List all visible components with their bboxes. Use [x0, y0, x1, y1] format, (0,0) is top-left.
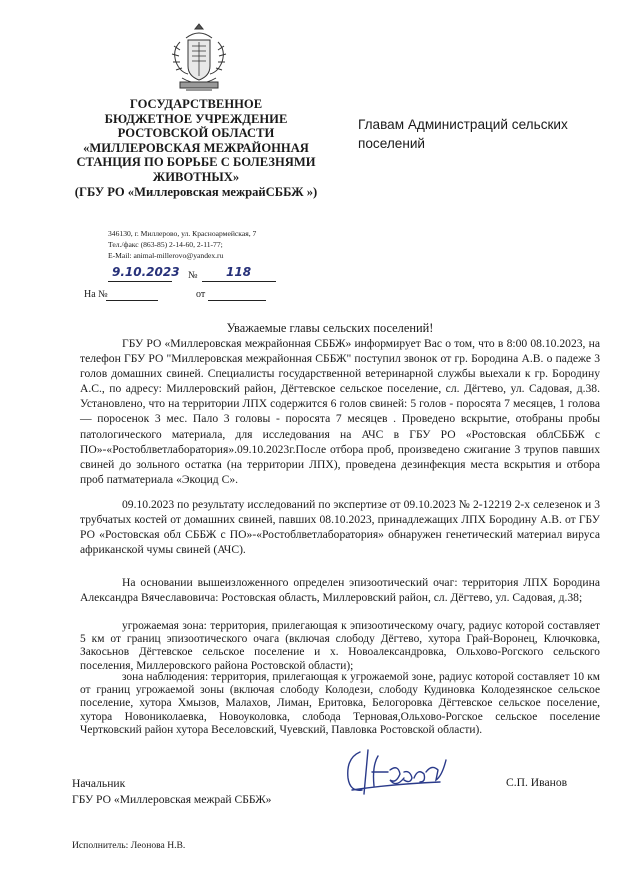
reply-from-underline — [208, 300, 266, 301]
org-line: (ГБУ РО «Миллеровская межрайСББЖ ») — [74, 184, 318, 199]
reply-from-label: от — [196, 289, 206, 300]
paragraph: угрожаемая зона: территория, прилегающая к эпизоотическому очагу, радиус которой составляет 5 км от границ эпизоотического очага (включая слободу Дёгтево, хутора Грай-Воронец, Ключковка, Закосьнов Дёгтевское сельское поселение и х. Новоалександровка, Ольхово-Рогского сельского поселения, Миллеровского района Ростовской области); — [80, 620, 600, 672]
paragraph: 09.10.2023 по результату исследований по экспертизе от 09.10.2023 № 2-12219 2-х селезенок и 3 трубчатых костей от домашних свиней, павших 08.10.2023, принадлежащих ЛПХ Бородину А.В. от ГБУ РО «Ростовская обл СББЖ с ПО»-«Ростоблветлаборатория» обнаружен генетический материал вируса африканской чумы свиней (АЧС). — [80, 498, 600, 557]
executor: Исполнитель: Леонова Н.В. — [72, 840, 186, 851]
org-line: БЮДЖЕТНОЕ УЧРЕЖДЕНИЕ — [104, 111, 288, 126]
number-underline — [202, 281, 276, 282]
paragraph: ГБУ РО «Миллеровская межрайонная СББЖ» информирует Вас о том, что в 8:00 08.10.2023, на телефон ГБУ РО "Миллеровская межрайонная СББЖ" поступил звонок от гр. Бородина А.В. о падеже 3 голов домашних свиней. Специалисты государственной ветеринарной службы выехали к гр. Бородину А.С., по адресу: Миллеровский район, Дёгтевское сельское поселение, сл. Дёгтево, ул. Садовая, д.38. Установлено, что на территории ЛПХ содержится 6 голов свиней: 5 голов - поросята 7 месяцев, 1 голова — поросенок 3 мес. Пало 3 головы - поросята 7 месяцев . Проведено вскрытие, отобраны пробы патологического материала, для исследования на АЧС в ГБУ РО «Ростовская облСББЖ с ПО»-«Ростоблветлаборатория».09.10.2023г.После отбора проб, произведено сжигание 3 трупов павших свиней до зольного остатка (на территории ЛПХ), проведена дезинфекция места вскрытия и отбора проб патматериала «Экоцид С». — [80, 337, 600, 486]
salutation: Уважаемые главы сельских поселений! — [226, 321, 434, 335]
signatory-name: С.П. Иванов — [506, 776, 568, 789]
date-underline — [108, 281, 172, 282]
signatory-organization: ГБУ РО «Миллеровская межрай СББЖ» — [72, 793, 272, 806]
organization-header — [62, 97, 330, 199]
org-line: «МИЛЛЕРОВСКАЯ МЕЖРАЙОННАЯ — [83, 140, 309, 155]
contact-email: E-Mail: animal-millerovo@yandex.ru — [108, 251, 224, 260]
org-line: РОСТОВСКОЙ ОБЛАСТИ — [117, 126, 275, 141]
coat-of-arms-icon — [166, 20, 232, 96]
reply-to-label: На № — [84, 289, 108, 300]
recipient: Главам Администраций сельских поселений — [358, 117, 568, 151]
reply-to-underline — [106, 300, 158, 301]
outgoing-number: 118 — [226, 265, 252, 279]
contact-address: 346130, г. Миллерово, ул. Красноармейская, 7 — [108, 229, 257, 238]
contact-details — [108, 228, 308, 261]
paragraph: На основании вышеизложенного определен эпизоотический очаг: территория ЛПХ Бородина Александра Вячеславовича: Ростовская область, Миллеровский район, сл. Дёгтево, ул. Садовая, д.38; — [80, 576, 600, 605]
org-line: СТАНЦИЯ ПО БОРЬБЕ С БОЛЕЗНЯМИ — [76, 155, 316, 170]
paragraph: зона наблюдения: территория, прилегающая к угрожаемой зоне, радиус которой составляет 10 км от границ угрожаемой зоны (включая слободу Колодези, слободу Кудиновка Колодезянское сельское поселение, хутора Хмызов, Малахов, Лиман, Еритовка, Белогоровка Дёгтевское сельское поселение, хутора Новониколаевка, Новоуколовка, слобода Терновая,Ольхово-Рогское сельское поселение Чертковский район хутора Веселовский, Чуевский, Павловка Ростовской области). — [80, 671, 600, 736]
outgoing-date: 9.10.2023 — [112, 265, 180, 279]
signatory-block — [72, 776, 271, 808]
org-line: ЖИВОТНЫХ» — [152, 169, 240, 184]
signatory-position: Начальник — [72, 777, 126, 790]
contact-phone: Тел./факс (863-85) 2-14-60, 2-11-77; — [108, 240, 223, 249]
org-line: ГОСУДАРСТВЕННОЕ — [129, 97, 263, 111]
outgoing-number-label: № — [188, 270, 198, 281]
handwritten-signature — [338, 742, 448, 802]
